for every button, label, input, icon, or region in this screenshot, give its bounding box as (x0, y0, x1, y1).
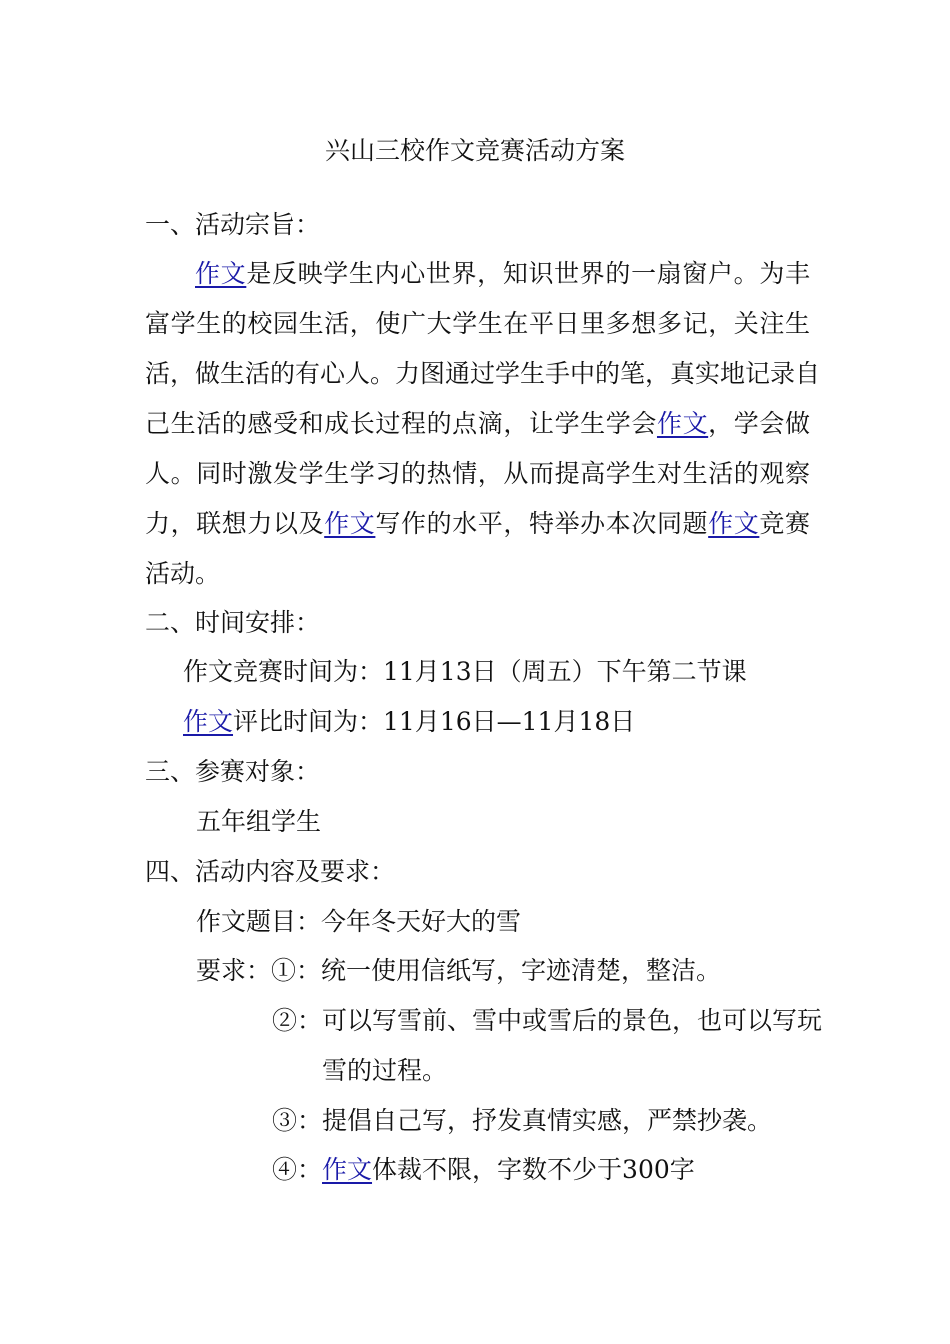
keyword-link[interactable]: 作文 (322, 1155, 373, 1184)
keyword-link[interactable]: 作文 (195, 259, 247, 288)
section-heading-content: 四、活动内容及要求： (145, 857, 396, 886)
keyword-link[interactable]: 作文 (183, 707, 234, 736)
keyword-link[interactable]: 作文 (708, 509, 760, 538)
participants-text: 五年组学生 (196, 807, 322, 836)
schedule-judging-time: 作文评比时间为：11月16日—11月18日 (183, 707, 636, 736)
paragraph-line: 己生活的感受和成长过程的点滴，让学生学会作文，学会做 (145, 409, 810, 438)
paragraph-line: 富学生的校园生活，使广大学生在平日里多想多记，关注生 (145, 309, 810, 338)
schedule-contest-time: 作文竞赛时间为：11月13日（周五）下午第二节课 (183, 657, 747, 686)
paragraph-line: 作文是反映学生内心世界，知识世界的一扇窗户。为丰 (195, 259, 810, 288)
paragraph-line: 活动。 (145, 559, 221, 588)
requirement-4: ④：作文体裁不限，字数不少于300字 (272, 1155, 695, 1184)
requirement-2: ②：可以写雪前、雪中或雪后的景色，也可以写玩 (272, 1006, 823, 1035)
requirement-3: ③：提倡自己写，抒发真情实感，严禁抄袭。 (272, 1106, 773, 1135)
section-heading-schedule: 二、时间安排： (145, 608, 321, 637)
paragraph-line: 人。同时激发学生学习的热情，从而提高学生对生活的观察 (145, 459, 810, 488)
section-heading-participants: 三、参赛对象： (145, 757, 321, 786)
section-heading-purpose: 一、活动宗旨： (145, 210, 321, 239)
paragraph-line: 活，做生活的有心人。力图通过学生手中的笔，真实地记录自 (145, 359, 821, 388)
paragraph-line: 力，联想力以及作文写作的水平，特举办本次同题作文竞赛 (145, 509, 810, 538)
requirement-2-continued: 雪的过程。 (322, 1056, 448, 1085)
keyword-link[interactable]: 作文 (324, 509, 376, 538)
page-title: 兴山三校作文竞赛活动方案 (324, 136, 625, 165)
keyword-link[interactable]: 作文 (656, 409, 709, 438)
essay-topic: 作文题目：今年冬天好大的雪 (196, 907, 522, 936)
requirement-1: 要求：①：统一使用信纸写，字迹清楚，整洁。 (196, 956, 722, 985)
